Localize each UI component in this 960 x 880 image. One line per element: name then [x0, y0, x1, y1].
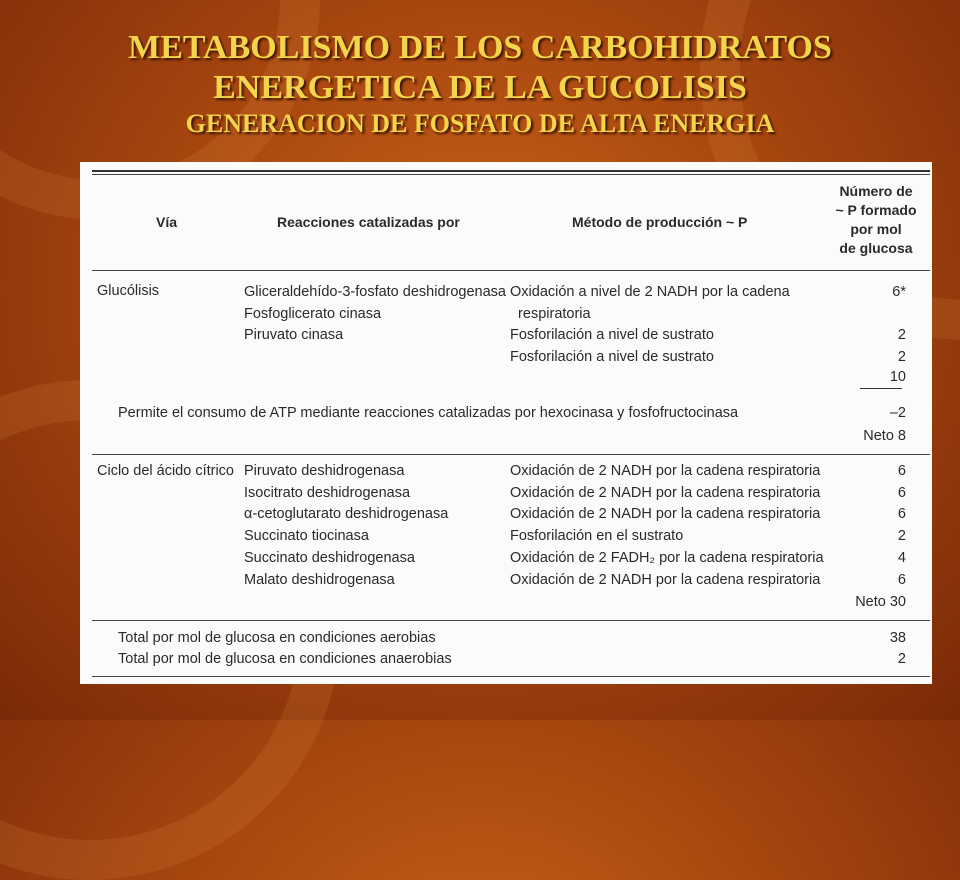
reaction-item: Piruvato cinasa	[244, 327, 344, 344]
glucolisis-subtotal: 10	[889, 369, 906, 385]
title-line-3: GENERACION DE FOSFATO DE ALTA ENERGIA	[185, 109, 775, 138]
section-rule	[92, 454, 930, 455]
krebs-neto: Neto 30	[855, 594, 906, 610]
subtotal-rule	[860, 388, 902, 389]
total-aerobias-value: 38	[889, 630, 906, 646]
header-rule	[92, 270, 930, 271]
table-top-rule-2	[92, 174, 930, 175]
yield-value: 6	[897, 484, 906, 501]
reaction-item: Gliceraldehído-3-fosfato deshidrogenasa	[244, 284, 506, 300]
reaction-item: Succinato tiocinasa	[244, 528, 369, 545]
glucolisis-numeros	[850, 282, 906, 369]
slide-title	[0, 28, 960, 140]
header-metodo: Método de producción ~ P	[572, 214, 748, 230]
yield-value: 6	[897, 571, 906, 588]
yield-value	[850, 304, 906, 326]
total-aerobias-label: Total por mol de glucosa en condiciones aerobias	[118, 630, 436, 646]
yield-value: 4	[897, 549, 906, 566]
total-anaerobias-label: Total por mol de glucosa en condiciones anaerobias	[118, 651, 452, 667]
reaction-item: Isocitrato deshidrogenasa	[244, 484, 411, 501]
method-item: Fosforilación a nivel de sustrato	[510, 349, 714, 366]
yield-value: 2	[897, 528, 906, 545]
atp-yield-table	[80, 162, 932, 684]
method-item: Oxidación de 2 NADH por la cadena respiratoria	[510, 484, 821, 501]
reaction-item: Malato deshidrogenasa	[244, 571, 395, 588]
reaction-item: Piruvato deshidrogenasa	[244, 463, 405, 479]
table-top-rule	[92, 170, 930, 172]
header-via: Vía	[156, 214, 178, 230]
method-item: Oxidación de 2 FADH₂ por la cadena respiratoria	[510, 549, 824, 566]
header-numero-line: Número de	[839, 183, 913, 199]
yield-value: 2	[897, 327, 906, 344]
section-rule	[92, 620, 930, 621]
method-item: Oxidación de 2 NADH por la cadena respiratoria	[510, 571, 821, 588]
krebs-via: Ciclo del ácido cítrico	[97, 463, 234, 479]
yield-value: 6*	[892, 284, 906, 300]
method-item: Oxidación de 2 NADH por la cadena respiratoria	[510, 506, 821, 523]
table-bottom-rule	[92, 676, 930, 677]
method-item: respiratoria	[510, 305, 591, 322]
glucolisis-via: Glucólisis	[97, 283, 160, 299]
yield-value: 2	[897, 349, 906, 366]
header-numero	[826, 182, 926, 258]
reaction-item: α-cetoglutarato deshidrogenasa	[244, 506, 449, 523]
header-reacciones: Reacciones catalizadas por	[277, 214, 460, 230]
yield-value: 6	[897, 506, 906, 523]
title-line-2: ENERGETICA DE LA GUCOLISIS	[213, 69, 747, 106]
method-item: Fosforilación a nivel de sustrato	[510, 327, 714, 344]
krebs-metodo	[510, 461, 824, 591]
reaction-item: Succinato deshidrogenasa	[244, 549, 415, 566]
total-anaerobias-value: 2	[897, 651, 906, 667]
glucolisis-neto: Neto 8	[863, 428, 906, 444]
glucolisis-reacciones	[244, 282, 506, 347]
header-numero-line: de glucosa	[839, 240, 913, 256]
title-line-1: METABOLISMO DE LOS CARBOHIDRATOS	[128, 29, 832, 66]
yield-value: 6	[897, 463, 906, 479]
krebs-reacciones	[244, 461, 448, 591]
glucolisis-metodo	[510, 282, 790, 369]
reaction-item: Fosfoglicerato cinasa	[244, 305, 382, 322]
header-numero-line: por mol	[850, 221, 902, 237]
glucolisis-consumo-valor: –2	[889, 405, 906, 421]
header-numero-line: ~ P formado	[835, 202, 917, 218]
method-item: Fosforilación en el sustrato	[510, 528, 684, 545]
method-item: Oxidación a nivel de 2 NADH por la cadena	[510, 284, 790, 300]
method-item: Oxidación de 2 NADH por la cadena respiratoria	[510, 463, 821, 479]
glucolisis-consumo: Permite el consumo de ATP mediante reacciones catalizadas por hexocinasa y fosfofructocinasa	[118, 405, 739, 421]
krebs-numeros	[850, 461, 906, 591]
